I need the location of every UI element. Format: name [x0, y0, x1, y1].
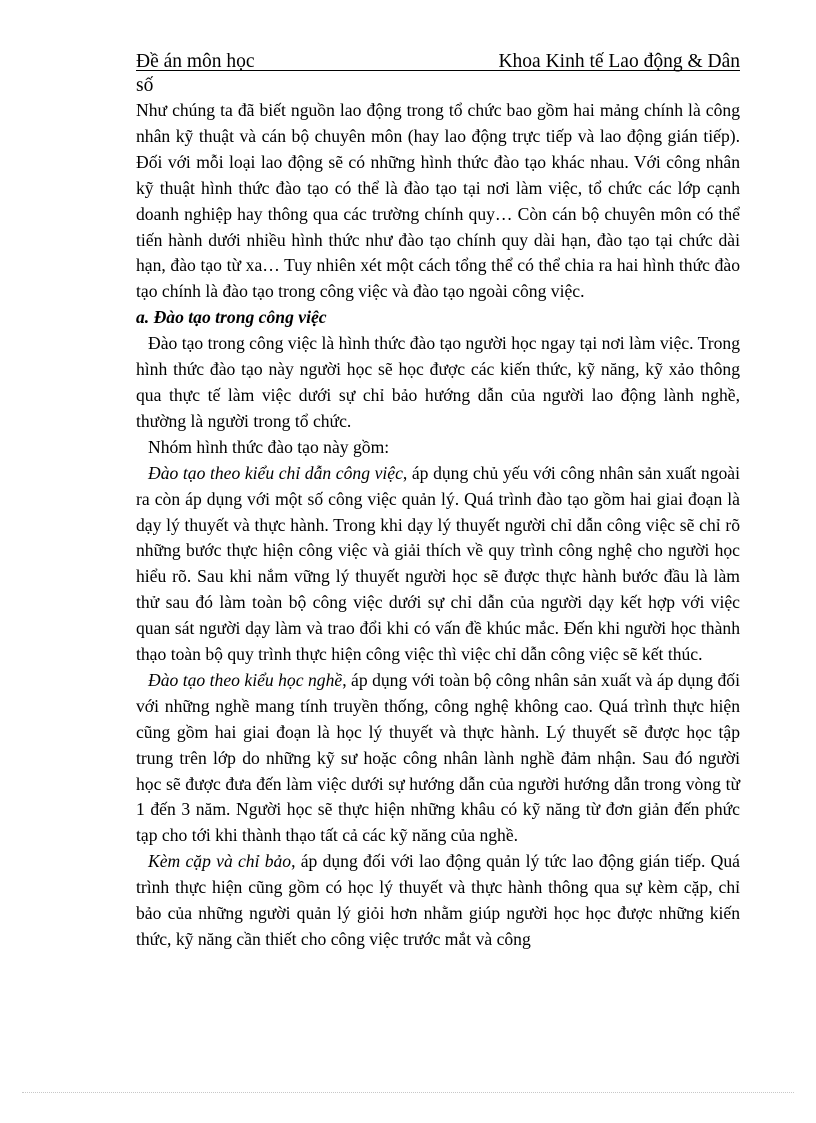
header-underline — [136, 70, 740, 71]
item-1-text: , áp dụng chủ yếu với công nhân sản xuất ngoài ra còn áp dụng với một số công việc quản lý. Quá trình đào tạo gồm hai giai đoạn là dạy lý thuyết và thực hành. Trong khi dạy lý thuyết người chỉ dẫn công việc sẽ chỉ rõ những bước thực hiện công việc và giải thích về quy trình công nghệ cho người học hiểu rõ. Sau khi nắm vững lý thuyết người học sẽ được thực hành bước đầu là làm thử sau đó làm toàn bộ công việc dưới sự chỉ dẫn của người dạy kết hợp với việc quan sát người dạy làm và trao đổi khi có vấn đề khúc mắc. Đến khi người học thành thạo toàn bộ quy trình thực hiện công việc thì việc chỉ dẫn công việc sẽ kết thúc. — [136, 462, 740, 665]
item-paragraph-3 — [136, 849, 740, 953]
group-intro: Nhóm hình thức đào tạo này gồm: — [148, 436, 390, 457]
header-left-title: Đề án môn học — [136, 51, 255, 72]
section-paragraph: Đào tạo trong công việc là hình thức đào tạo người học ngay tại nơi làm việc. Trong hình thức đào tạo này người học sẽ học được các kiến thức, kỹ năng, kỹ xảo thông qua thực tế làm việc dưới sự chỉ bảo hướng dẫn của người lao động lành nghề, thường là người trong tổ chức. — [136, 333, 740, 431]
item-paragraph-1 — [136, 461, 740, 668]
item-2-lead: Đào tạo theo kiểu học nghề — [148, 669, 343, 690]
page-header — [136, 50, 740, 74]
item-paragraph-2 — [136, 668, 740, 849]
section-heading: a. Đào tạo trong công việc — [136, 307, 327, 328]
intro-paragraph: Như chúng ta đã biết nguồn lao động trong tổ chức bao gồm hai mảng chính là công nhân kỹ thuật và cán bộ chuyên môn (hay lao động trực tiếp và lao động gián tiếp). Đối với mỗi loại lao động sẽ có những hình thức đào tạo khác nhau. Với công nhân kỹ thuật hình thức đào tạo có thể là đào tạo tại nơi làm việc, tổ chức các lớp cạnh doanh nghiệp hay thông qua các trường chính quy… Còn cán bộ chuyên môn có thể tiến hành dưới nhiều hình thức như đào tạo chính quy dài hạn, đào tạo tại chức dài hạn, đào tạo từ xa… Tuy nhiên xét một cách tổng thể có thể chia ra hai hình thức đào tạo chính là đào tạo trong công việc và đào tạo ngoài công việc. — [136, 100, 740, 302]
header-right-title: Khoa Kinh tế Lao động & Dân — [498, 51, 740, 72]
item-3-text: , áp dụng đối với lao động quản lý tức lao động gián tiếp. Quá trình thực hiện cũng gồm có học lý thuyết và thực hành thông qua sự kèm cặp, chỉ bảo của những người quản lý giỏi hơn nhằm giúp người học học được những kiến thức, kỹ năng cần thiết cho công việc trước mắt và công — [136, 851, 740, 949]
document-body — [136, 98, 740, 953]
header-continuation: số — [136, 75, 154, 96]
item-2-text: , áp dụng với toàn bộ công nhân sản xuất và áp dụng đối với những nghề mang tính truyền thống, công nghệ không cao. Quá trình thực hiện cũng gồm hai giai đoạn là học lý thuyết và thực hành. Lý thuyết sẽ được học tập trung trên lớp do những kỹ sư hoặc công nhân lành nghề đảm nhận. Sau đó người học sẽ được đưa đến làm việc dưới sự hướng dẫn của người hướng dẫn trong vòng từ 1 đến 3 năm. Người học sẽ thực hiện những khâu có kỹ năng từ đơn giản đến phức tạp cho tới khi thành thạo tất cả các kỹ năng của nghề. — [136, 669, 740, 846]
item-1-lead: Đào tạo theo kiểu chỉ dẫn công việc — [148, 462, 403, 483]
page-bottom-dotted-rule — [22, 1092, 794, 1093]
item-3-lead: Kèm cặp và chỉ bảo — [148, 851, 292, 872]
